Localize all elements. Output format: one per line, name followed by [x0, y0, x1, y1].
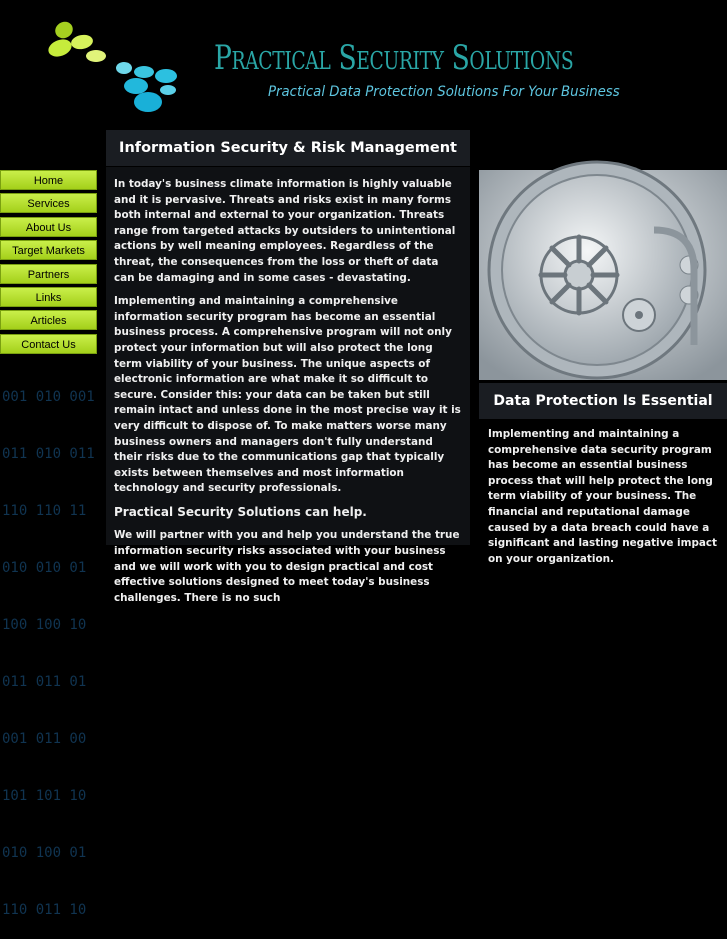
main-body [106, 167, 470, 606]
main-nav [0, 170, 97, 357]
brand-tagline: Practical Data Protection Solutions For Your Business [268, 84, 620, 100]
nav-articles-button[interactable]: Articles [0, 310, 97, 330]
nav-about-us-button[interactable]: About Us [0, 217, 97, 237]
vault-icon [479, 170, 727, 380]
main-content [106, 130, 470, 604]
main-paragraph-1: In today's business climate information is highly valuable and it is pervasive. Threats and risks exist in many forms both internal and external to your organization. Threats range from targeted attacks by outsiders to unintentional actions by well meaning employees. Regardless of the threat, the consequences from the loss or theft of data can be damaging and in some cases - devastating. [114, 178, 456, 284]
main-heading: Information Security & Risk Management [106, 130, 470, 167]
nav-partners-button[interactable]: Partners [0, 264, 97, 284]
nav-target-markets-button[interactable]: Target Markets [0, 240, 97, 260]
vault-door-image [479, 170, 727, 380]
main-paragraph-2: Implementing and maintaining a comprehensive information security program has become an essential business process. A comprehensive program will not only protect your information but will also protect the long term viability of your business. The unique aspects of electronic information are what make it so difficult to secure. Consider this: your data can be taken but still remain intact and unless done in the most precise way it is very difficult to dispose of. To make matters worse many business owners and managers don't fully understand their risks due to the communications gap that typically exists between themselves and most information technology and security professionals. [114, 295, 461, 495]
right-heading: Data Protection Is Essential [479, 383, 727, 419]
nav-services-button[interactable]: Services [0, 193, 97, 213]
nav-contact-us-button[interactable]: Contact Us [0, 334, 97, 354]
binary-background: 001 010 001 011 010 011 110 110 11 010 010 01 100 100 10 011 011 01 001 011 00 101 101 10 010 100 01 110 011 10 [2, 389, 95, 918]
right-body: Implementing and maintaining a comprehensive data security program has become an essential business process that will help protect the long term viability of your business. The financial and reputational damage caused by a data breach could have a significant and lasting negative impact on your organization. [488, 428, 718, 565]
nav-home-button[interactable]: Home [0, 170, 97, 190]
nav-links-button[interactable]: Links [0, 287, 97, 307]
main-paragraph-3: We will partner with you and help you understand the true information security risks associated with your business and we will work with you to design practical and cost effective solutions designed to meet today's business challenges. There is no such [114, 529, 460, 604]
main-subheading: Practical Security Solutions can help. [114, 504, 367, 519]
logo-dots-icon [36, 10, 196, 115]
brand-title: Practical Security Solutions [214, 38, 574, 78]
